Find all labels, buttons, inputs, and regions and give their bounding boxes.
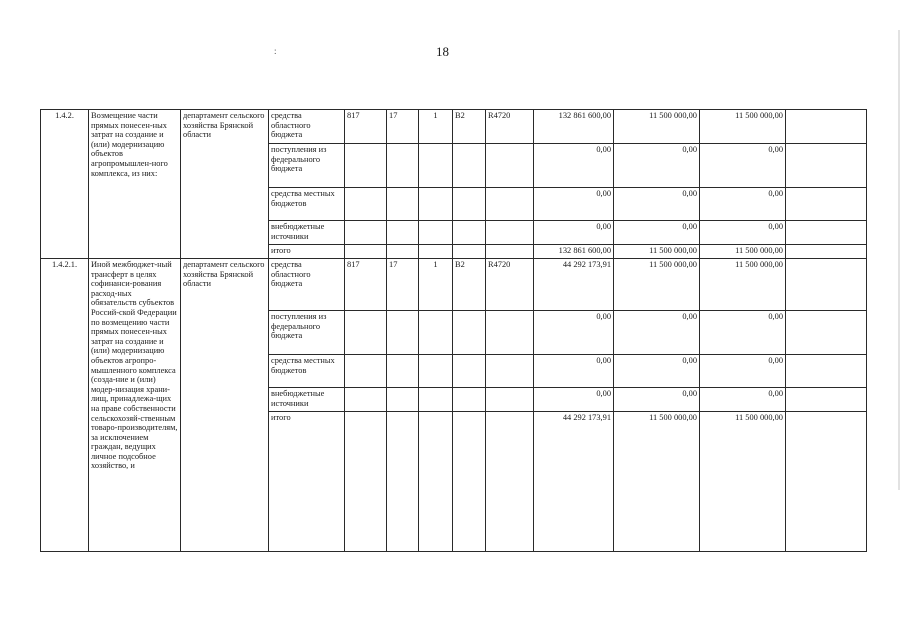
source-label: внебюджетные источники [269,221,345,245]
cell-rz [387,355,419,388]
cell-extra [786,110,867,144]
cell-year1: 0,00 [534,221,614,245]
cell-year2: 11 500 000,00 [614,245,700,259]
cell-csr [486,245,534,259]
cell-grbs: 817 [345,110,387,144]
cell-year1: 0,00 [534,188,614,221]
source-label: поступления из федерального бюджета [269,144,345,188]
row-name: Иной межбюджет-ный трансферт в целях софинанси-рования расход-ных обязательств субъектов Россий-ской Федерации по возмещению части прямых понесен-ных затрат на создание и (или) модернизацию объектов агропро-мышленного комплекса (созда-ние и (или) модер-низация храни-лищ, принадлежа-щих на праве собственности сельскохозяй-ственным товаро-производителям, за исключением граждан, ведущих личное подсобное хозяйство, и [89,259,181,552]
cell-csr [486,188,534,221]
cell-grbs [345,355,387,388]
cell-grbs [345,388,387,412]
cell-csr: R4720 [486,259,534,311]
source-label: итого [269,412,345,552]
cell-csr [486,388,534,412]
scan-edge-shadow [898,30,900,490]
cell-year1: 132 861 600,00 [534,245,614,259]
cell-year2: 0,00 [614,188,700,221]
cell-year3: 11 500 000,00 [700,259,786,311]
cell-year3: 0,00 [700,388,786,412]
cell-vr: В2 [453,259,486,311]
cell-rz [387,188,419,221]
cell-rz [387,144,419,188]
cell-rz [387,245,419,259]
row-executor: департамент сельского хозяйства Брянской области [181,110,269,259]
table-row [41,110,867,144]
cell-pr [419,245,453,259]
source-label: внебюджетные источники [269,388,345,412]
cell-rz [387,311,419,355]
cell-vr [453,144,486,188]
cell-pr [419,388,453,412]
cell-year2: 0,00 [614,388,700,412]
cell-year3: 11 500 000,00 [700,245,786,259]
cell-extra [786,355,867,388]
cell-pr [419,188,453,221]
cell-year2: 11 500 000,00 [614,412,700,552]
cell-extra [786,245,867,259]
cell-vr [453,311,486,355]
source-label: итого [269,245,345,259]
cell-grbs [345,412,387,552]
cell-extra [786,188,867,221]
cell-extra [786,311,867,355]
source-label: поступления из федерального бюджета [269,311,345,355]
cell-grbs [345,221,387,245]
cell-year1: 44 292 173,91 [534,259,614,311]
cell-csr: R4720 [486,110,534,144]
cell-rz [387,221,419,245]
cell-grbs [345,245,387,259]
cell-pr [419,412,453,552]
cell-year1: 0,00 [534,144,614,188]
source-label: средства местных бюджетов [269,355,345,388]
cell-vr: В2 [453,110,486,144]
cell-grbs [345,144,387,188]
cell-csr [486,412,534,552]
cell-year3: 0,00 [700,221,786,245]
cell-year1: 0,00 [534,355,614,388]
cell-year3: 0,00 [700,188,786,221]
cell-year3: 0,00 [700,311,786,355]
cell-extra [786,388,867,412]
cell-vr [453,245,486,259]
cell-year3: 0,00 [700,355,786,388]
cell-year1: 132 861 600,00 [534,110,614,144]
cell-pr [419,221,453,245]
cell-csr [486,221,534,245]
cell-csr [486,311,534,355]
cell-year1: 0,00 [534,388,614,412]
cell-vr [453,412,486,552]
cell-year2: 11 500 000,00 [614,110,700,144]
row-name: Возмещение части прямых понесен-ных затрат на создание и (или) модернизацию объектов агропромышлен-ного комплекса, из них: [89,110,181,259]
cell-year2: 0,00 [614,311,700,355]
cell-rz: 17 [387,110,419,144]
cell-year3: 0,00 [700,144,786,188]
cell-csr [486,355,534,388]
cell-pr: 1 [419,110,453,144]
cell-vr [453,221,486,245]
cell-extra [786,144,867,188]
row-executor: департамент сельского хозяйства Брянской области [181,259,269,552]
cell-year1: 0,00 [534,311,614,355]
cell-extra [786,412,867,552]
cell-csr [486,144,534,188]
cell-rz [387,388,419,412]
cell-year1: 44 292 173,91 [534,412,614,552]
cell-vr [453,355,486,388]
cell-pr [419,355,453,388]
cell-grbs [345,188,387,221]
cell-vr [453,188,486,221]
row-code: 1.4.2.1. [41,259,89,552]
cell-year3: 11 500 000,00 [700,110,786,144]
cell-year2: 0,00 [614,144,700,188]
cell-extra [786,221,867,245]
cell-year2: 11 500 000,00 [614,259,700,311]
scan-mark: : [274,46,283,56]
cell-pr [419,311,453,355]
cell-grbs: 817 [345,259,387,311]
source-label: средства местных бюджетов [269,188,345,221]
source-label: средства областного бюджета [269,110,345,144]
cell-pr: 1 [419,259,453,311]
cell-year2: 0,00 [614,221,700,245]
cell-extra [786,259,867,311]
budget-table [40,109,867,552]
source-label: средства областного бюджета [269,259,345,311]
cell-year2: 0,00 [614,355,700,388]
cell-grbs [345,311,387,355]
cell-rz: 17 [387,259,419,311]
cell-rz [387,412,419,552]
row-code: 1.4.2. [41,110,89,259]
cell-year3: 11 500 000,00 [700,412,786,552]
cell-vr [453,388,486,412]
table-row [41,259,867,311]
page-number: 18 [436,44,449,59]
cell-pr [419,144,453,188]
table-body [41,110,867,552]
